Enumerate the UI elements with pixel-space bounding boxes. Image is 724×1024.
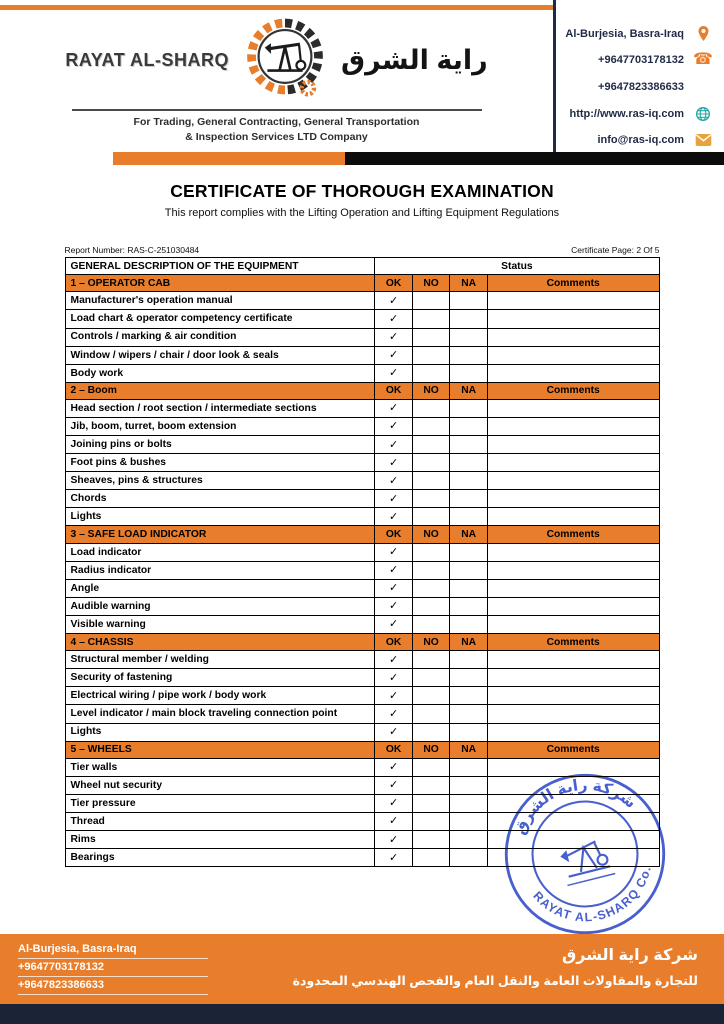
contact-website: http://www.ras-iq.com [569, 107, 684, 120]
comments-cell [487, 651, 659, 669]
column-header-comments: Comments [487, 741, 659, 758]
ok-cell: ✓ [375, 794, 413, 812]
na-cell [450, 508, 488, 526]
section-header-row [65, 382, 659, 399]
black-bar [345, 152, 724, 165]
ok-cell: ✓ [375, 292, 413, 310]
comments-cell [487, 831, 659, 849]
certificate-title: CERTIFICATE OF THOROUGH EXAMINATION [170, 181, 554, 201]
no-cell [412, 292, 450, 310]
section-title: 3 – SAFE LOAD INDICATOR [65, 526, 375, 543]
table-row [65, 454, 659, 472]
section-header-row [65, 634, 659, 651]
table-row [65, 776, 659, 794]
na-cell [450, 454, 488, 472]
comments-cell [487, 292, 659, 310]
column-header-no: NO [412, 382, 450, 399]
section-header-row [65, 741, 659, 758]
table-row [65, 579, 659, 597]
no-cell [412, 364, 450, 382]
phone-icon: ☎ [693, 51, 713, 69]
ok-cell: ✓ [375, 561, 413, 579]
item-label: Sheaves, pins & structures [65, 472, 375, 490]
item-label: Bearings [65, 849, 375, 867]
contact-icon-placeholder [694, 78, 712, 96]
ok-cell: ✓ [375, 310, 413, 328]
item-label: Foot pins & bushes [65, 454, 375, 472]
table-row [65, 472, 659, 490]
comments-cell [487, 543, 659, 561]
footer-phone-2: +9647823386633 [18, 977, 208, 995]
table-row [65, 723, 659, 741]
contact-address: Al-Burjesia, Basra-Iraq [565, 27, 684, 40]
na-cell [450, 669, 488, 687]
item-label: Body work [65, 364, 375, 382]
column-header-na: NA [450, 741, 488, 758]
na-cell [450, 310, 488, 328]
table-row [65, 417, 659, 435]
na-cell [450, 292, 488, 310]
description-header: GENERAL DESCRIPTION OF THE EQUIPMENT [65, 258, 375, 275]
logo-row [65, 14, 487, 106]
contact-email: info@ras-iq.com [597, 134, 684, 147]
ok-cell: ✓ [375, 758, 413, 776]
comments-cell [487, 508, 659, 526]
contact-panel [553, 14, 724, 152]
column-header-no: NO [412, 634, 450, 651]
comments-cell [487, 417, 659, 435]
table-row [65, 561, 659, 579]
na-cell [450, 328, 488, 346]
comments-cell [487, 454, 659, 472]
column-header-no: NO [412, 741, 450, 758]
company-logo-gear-icon [241, 14, 329, 106]
no-cell [412, 831, 450, 849]
ok-cell: ✓ [375, 723, 413, 741]
contact-row [553, 49, 712, 73]
column-header-ok: OK [375, 741, 413, 758]
section-title: 4 – CHASSIS [65, 634, 375, 651]
column-header-comments: Comments [487, 526, 659, 543]
table-row [65, 758, 659, 776]
table-row [65, 399, 659, 417]
item-label: Level indicator / main block traveling connection point [65, 705, 375, 723]
ok-cell: ✓ [375, 346, 413, 364]
na-cell [450, 615, 488, 633]
comments-cell [487, 364, 659, 382]
na-cell [450, 561, 488, 579]
company-logo-block [0, 14, 553, 152]
item-label: Electrical wiring / pipe work / body work [65, 687, 375, 705]
header [0, 0, 724, 152]
item-label: Security of fastening [65, 669, 375, 687]
contact-row [553, 75, 712, 99]
na-cell [450, 346, 488, 364]
no-cell [412, 651, 450, 669]
na-cell [450, 472, 488, 490]
decorative-bars [0, 152, 724, 165]
item-label: Audible warning [65, 597, 375, 615]
item-label: Thread [65, 812, 375, 830]
contact-phone-1: +9647703178132 [598, 54, 684, 67]
contact-phone-2: +9647823386633 [598, 80, 684, 93]
table-row [65, 310, 659, 328]
column-header-ok: OK [375, 526, 413, 543]
table-row [65, 812, 659, 830]
contact-row [553, 102, 712, 126]
item-label: Controls / marking & air condition [65, 328, 375, 346]
ok-cell: ✓ [375, 687, 413, 705]
comments-cell [487, 794, 659, 812]
comments-cell [487, 723, 659, 741]
table-row [65, 364, 659, 382]
tagline-line-2: & Inspection Services LTD Company [185, 130, 368, 143]
na-cell [450, 812, 488, 830]
footer [0, 934, 724, 1004]
section-title: 1 – OPERATOR CAB [65, 275, 375, 292]
na-cell [450, 776, 488, 794]
ok-cell: ✓ [375, 364, 413, 382]
footer-contact-block [18, 941, 208, 995]
item-label: Radius indicator [65, 561, 375, 579]
item-label: Wheel nut security [65, 776, 375, 794]
comments-cell [487, 490, 659, 508]
no-cell [412, 669, 450, 687]
no-cell [412, 597, 450, 615]
table-row [65, 651, 659, 669]
email-icon [694, 131, 712, 149]
no-cell [412, 561, 450, 579]
comments-cell [487, 346, 659, 364]
bottom-navy-bar [0, 1004, 724, 1024]
ok-cell: ✓ [375, 417, 413, 435]
item-label: Load indicator [65, 543, 375, 561]
na-cell [450, 831, 488, 849]
column-header-ok: OK [375, 634, 413, 651]
no-cell [412, 794, 450, 812]
table-row [65, 831, 659, 849]
no-cell [412, 849, 450, 867]
na-cell [450, 705, 488, 723]
na-cell [450, 849, 488, 867]
table-row [65, 687, 659, 705]
no-cell [412, 543, 450, 561]
no-cell [412, 705, 450, 723]
comments-cell [487, 328, 659, 346]
comments-cell [487, 849, 659, 867]
no-cell [412, 417, 450, 435]
location-pin-icon [694, 25, 712, 43]
ok-cell: ✓ [375, 597, 413, 615]
ok-cell: ✓ [375, 705, 413, 723]
na-cell [450, 399, 488, 417]
ok-cell: ✓ [375, 436, 413, 454]
item-label: Chords [65, 490, 375, 508]
table-row [65, 705, 659, 723]
item-label: Rims [65, 831, 375, 849]
svg-text:RAYAT AL-SHARQ Co. [529, 861, 664, 938]
orange-bar [113, 152, 345, 165]
na-cell [450, 794, 488, 812]
ok-cell: ✓ [375, 776, 413, 794]
company-name-arabic: راية الشرق [341, 44, 488, 75]
footer-address: Al-Burjesia, Basra-Iraq [18, 941, 208, 959]
column-header-na: NA [450, 275, 488, 292]
ok-cell: ✓ [375, 399, 413, 417]
na-cell [450, 758, 488, 776]
table-row [65, 669, 659, 687]
footer-company-arabic: شركة راية الشرق [561, 947, 698, 964]
no-cell [412, 490, 450, 508]
comments-cell [487, 310, 659, 328]
no-cell [412, 687, 450, 705]
item-label: Joining pins or bolts [65, 436, 375, 454]
column-header-comments: Comments [487, 275, 659, 292]
column-header-comments: Comments [487, 382, 659, 399]
na-cell [450, 651, 488, 669]
table-row [65, 436, 659, 454]
item-label: Load chart & operator competency certificate [65, 310, 375, 328]
item-label: Window / wipers / chair / door look & seals [65, 346, 375, 364]
table-row [65, 597, 659, 615]
contact-row [553, 22, 712, 46]
item-label: Head section / root section / intermediate sections [65, 399, 375, 417]
na-cell [450, 687, 488, 705]
ok-cell: ✓ [375, 812, 413, 830]
na-cell [450, 579, 488, 597]
footer-arabic-block [293, 941, 698, 988]
comments-cell [487, 687, 659, 705]
item-label: Manufacturer's operation manual [65, 292, 375, 310]
no-cell [412, 579, 450, 597]
table-row [65, 849, 659, 867]
footer-description-arabic: للتجارة والمقاولات العامة والنقل العام والفحص الهندسي المحدودة [292, 974, 698, 988]
ok-cell: ✓ [375, 543, 413, 561]
ok-cell: ✓ [375, 508, 413, 526]
table-row [65, 794, 659, 812]
header-vertical-divider [553, 0, 556, 152]
contact-row [553, 128, 712, 152]
item-label: Lights [65, 723, 375, 741]
ok-cell: ✓ [375, 328, 413, 346]
stamp-english-text: RAYAT AL-SHARQ Co. [530, 864, 655, 925]
item-label: Tier pressure [65, 794, 375, 812]
ok-cell: ✓ [375, 849, 413, 867]
comments-cell [487, 758, 659, 776]
ok-cell: ✓ [375, 472, 413, 490]
na-cell [450, 597, 488, 615]
comments-cell [487, 579, 659, 597]
column-header-na: NA [450, 634, 488, 651]
report-number: Report Number: RAS-C-251030484 [64, 245, 200, 255]
item-label: Visible warning [65, 615, 375, 633]
no-cell [412, 776, 450, 794]
section-title: 5 – WHEELS [65, 741, 375, 758]
no-cell [412, 508, 450, 526]
ok-cell: ✓ [375, 579, 413, 597]
tagline-line-1: For Trading, General Contracting, General Transportation [133, 116, 420, 128]
table-row [65, 292, 659, 310]
section-header-row [65, 526, 659, 543]
column-header-na: NA [450, 526, 488, 543]
ok-cell: ✓ [375, 831, 413, 849]
no-cell [412, 436, 450, 454]
na-cell [450, 490, 488, 508]
comments-cell [487, 561, 659, 579]
no-cell [412, 758, 450, 776]
column-header-na: NA [450, 382, 488, 399]
na-cell [450, 417, 488, 435]
item-label: Tier walls [65, 758, 375, 776]
na-cell [450, 543, 488, 561]
footer-phone-1: +9647703178132 [18, 959, 208, 977]
company-tagline [134, 115, 420, 144]
no-cell [412, 615, 450, 633]
ok-cell: ✓ [375, 490, 413, 508]
certificate-page-number: Certificate Page: 2 Of 5 [571, 245, 660, 255]
section-title: 2 – Boom [65, 382, 375, 399]
report-meta [65, 245, 660, 255]
status-header: Status [375, 258, 659, 275]
column-header-comments: Comments [487, 634, 659, 651]
no-cell [412, 812, 450, 830]
comments-cell [487, 776, 659, 794]
comments-cell [487, 705, 659, 723]
no-cell [412, 310, 450, 328]
table-row [65, 615, 659, 633]
column-header-no: NO [412, 526, 450, 543]
na-cell [450, 364, 488, 382]
section-header-row [65, 275, 659, 292]
ok-cell: ✓ [375, 669, 413, 687]
column-header-no: NO [412, 275, 450, 292]
item-label: Jib, boom, turret, boom extension [65, 417, 375, 435]
table-row [65, 543, 659, 561]
comments-cell [487, 615, 659, 633]
no-cell [412, 454, 450, 472]
ok-cell: ✓ [375, 651, 413, 669]
item-label: Lights [65, 508, 375, 526]
logo-divider [72, 109, 482, 111]
globe-icon [694, 105, 712, 123]
certificate-subtitle: This report complies with the Lifting Operation and Lifting Equipment Regulations [164, 207, 560, 219]
comments-cell [487, 436, 659, 454]
item-label: Structural member / welding [65, 651, 375, 669]
no-cell [412, 328, 450, 346]
no-cell [412, 399, 450, 417]
column-header-ok: OK [375, 382, 413, 399]
comments-cell [487, 669, 659, 687]
equipment-table [65, 257, 660, 867]
item-label: Angle [65, 579, 375, 597]
no-cell [412, 346, 450, 364]
table-row [65, 328, 659, 346]
column-header-ok: OK [375, 275, 413, 292]
table-row [65, 490, 659, 508]
no-cell [412, 472, 450, 490]
na-cell [450, 436, 488, 454]
table-row [65, 346, 659, 364]
company-name-english: RAYAT AL-SHARQ [65, 49, 230, 70]
comments-cell [487, 399, 659, 417]
stamp-arabic-text: شركة راية الشرق [511, 776, 640, 838]
comments-cell [487, 812, 659, 830]
na-cell [450, 723, 488, 741]
no-cell [412, 723, 450, 741]
comments-cell [487, 472, 659, 490]
table-header-row [65, 258, 659, 275]
ok-cell: ✓ [375, 615, 413, 633]
ok-cell: ✓ [375, 454, 413, 472]
comments-cell [487, 597, 659, 615]
table-row [65, 508, 659, 526]
